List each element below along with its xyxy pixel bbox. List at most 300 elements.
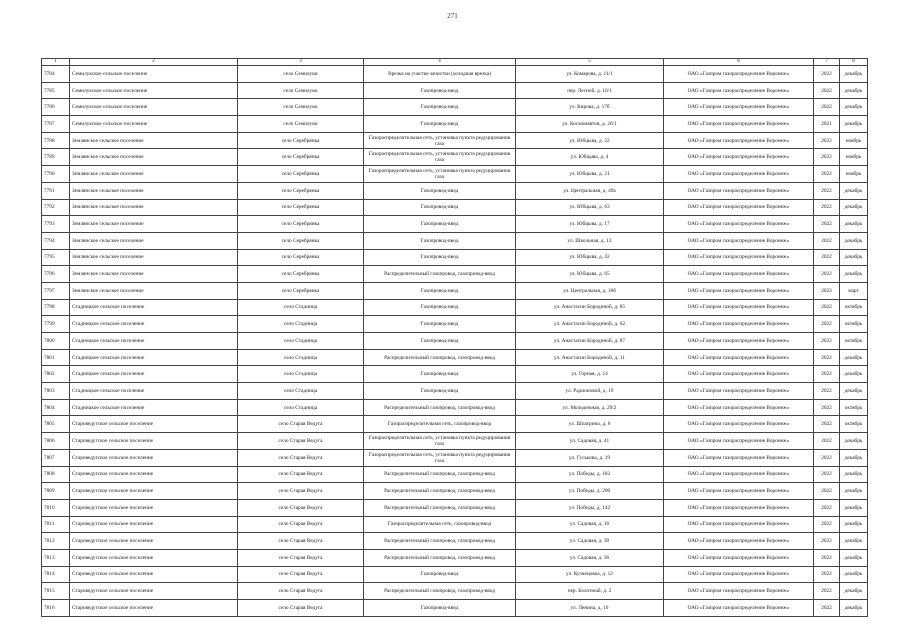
village-cell: село Серебрянка xyxy=(238,232,364,249)
object-cell: Газопровод-ввод xyxy=(364,600,516,617)
table-row xyxy=(42,232,868,249)
organization-cell: ОАО «Газпром газораспределение Воронеж» xyxy=(664,349,814,366)
object-cell: Распределительный газопровод, газопровод-ввод xyxy=(364,549,516,566)
address-cell: ул. Космонавтов, д. 26/1 xyxy=(516,116,664,133)
village-cell: село Серебрянка xyxy=(238,149,364,166)
row-number: 7797 xyxy=(42,282,70,299)
table-row xyxy=(42,399,868,416)
table-row xyxy=(42,349,868,366)
month-cell: ноябрь xyxy=(840,166,868,183)
table-row xyxy=(42,66,868,83)
settlement-cell: Землянское сельское поселение xyxy=(70,199,238,216)
organization-cell: ОАО «Газпром газораспределение Воронеж» xyxy=(664,66,814,83)
year-cell: 2022 xyxy=(814,433,840,450)
row-number: 7802 xyxy=(42,366,70,383)
month-cell: ноябрь xyxy=(840,132,868,149)
row-number: 7808 xyxy=(42,466,70,483)
organization-cell: ОАО «Газпром газораспределение Воронеж» xyxy=(664,449,814,466)
col-header: 6 xyxy=(664,59,814,66)
col-header: 5 xyxy=(516,59,664,66)
table-row xyxy=(42,199,868,216)
address-cell: ул. Анастасии Бородиной, д. 87 xyxy=(516,333,664,350)
village-cell: село Стадница xyxy=(238,299,364,316)
year-cell: 2022 xyxy=(814,366,840,383)
settlement-cell: Землянское сельское поселение xyxy=(70,132,238,149)
month-cell: декабрь xyxy=(840,249,868,266)
year-cell: 2022 xyxy=(814,566,840,583)
object-cell: Газопровод-ввод xyxy=(364,199,516,216)
village-cell: село Стадница xyxy=(238,316,364,333)
settlement-cell: Староведугское сельское поселение xyxy=(70,516,238,533)
year-cell: 2022 xyxy=(814,199,840,216)
address-cell: ул. Победы, д. 200 xyxy=(516,483,664,500)
settlement-cell: Землянское сельское поселение xyxy=(70,282,238,299)
year-cell: 2022 xyxy=(814,333,840,350)
organization-cell: ОАО «Газпром газораспределение Воронеж» xyxy=(664,182,814,199)
object-cell: Газораспределительная сеть, установка пункта редуцирования газа xyxy=(364,166,516,183)
village-cell: село Серебрянка xyxy=(238,199,364,216)
year-cell: 2022 xyxy=(814,499,840,516)
year-cell: 2022 xyxy=(814,533,840,550)
object-cell: Газораспределительная сеть, установка пункта редуцирования газа xyxy=(364,132,516,149)
address-cell: ул. Центральная, д. 18б xyxy=(516,282,664,299)
settlement-cell: Землянское сельское поселение xyxy=(70,266,238,283)
month-cell: декабрь xyxy=(840,182,868,199)
object-cell: Газопровод-ввод xyxy=(364,566,516,583)
table-row xyxy=(42,483,868,500)
settlement-cell: Стадницкое сельское поселение xyxy=(70,399,238,416)
address-cell: ул. Горная, д. 14 xyxy=(516,366,664,383)
row-number: 7799 xyxy=(42,316,70,333)
address-cell: ул. Гуськова, д. 19 xyxy=(516,449,664,466)
settlement-cell: Стадницкое сельское поселение xyxy=(70,383,238,400)
table-row xyxy=(42,516,868,533)
settlement-cell: Стадницкое сельское поселение xyxy=(70,299,238,316)
month-cell: декабрь xyxy=(840,549,868,566)
month-cell: декабрь xyxy=(840,466,868,483)
object-cell: Газораспределительная сеть, установка пункта редуцирования газа xyxy=(364,149,516,166)
object-cell: Распределительный газопровод, газопровод-ввод xyxy=(364,499,516,516)
address-cell: ул. Анастасии Бородиной, д. 11 xyxy=(516,349,664,366)
row-number: 7785 xyxy=(42,82,70,99)
month-cell: октябрь xyxy=(840,416,868,433)
settlement-cell: Семилукское сельское поселение xyxy=(70,66,238,83)
month-cell: декабрь xyxy=(840,82,868,99)
object-cell: Газопровод-ввод xyxy=(364,216,516,233)
village-cell: село Старая Ведуга xyxy=(238,566,364,583)
year-cell: 2022 xyxy=(814,216,840,233)
year-cell: 2022 xyxy=(814,266,840,283)
village-cell: село Серебрянка xyxy=(238,249,364,266)
settlement-cell: Землянское сельское поселение xyxy=(70,232,238,249)
col-header: 7 xyxy=(814,59,840,66)
organization-cell: ОАО «Газпром газораспределение Воронеж» xyxy=(664,416,814,433)
month-cell: декабрь xyxy=(840,99,868,116)
village-cell: село Стадница xyxy=(238,399,364,416)
object-cell: Газопровод-ввод xyxy=(364,366,516,383)
gasification-table xyxy=(41,58,868,617)
year-cell: 2022 xyxy=(814,416,840,433)
month-cell: декабрь xyxy=(840,533,868,550)
object-cell: Газораспределительная сеть, газопровод-ввод xyxy=(364,416,516,433)
month-cell: декабрь xyxy=(840,216,868,233)
village-cell: село Серебрянка xyxy=(238,166,364,183)
settlement-cell: Староведугское сельское поселение xyxy=(70,600,238,617)
settlement-cell: Староведугское сельское поселение xyxy=(70,449,238,466)
organization-cell: ОАО «Газпром газораспределение Воронеж» xyxy=(664,433,814,450)
table-row xyxy=(42,282,868,299)
row-number: 7813 xyxy=(42,549,70,566)
settlement-cell: Староведугское сельское поселение xyxy=(70,549,238,566)
organization-cell: ОАО «Газпром газораспределение Воронеж» xyxy=(664,199,814,216)
village-cell: село Старая Ведуга xyxy=(238,416,364,433)
month-cell: декабрь xyxy=(840,433,868,450)
village-cell: село Старая Ведуга xyxy=(238,483,364,500)
settlement-cell: Стадницкое сельское поселение xyxy=(70,366,238,383)
address-cell: ул. Анастасии Бородиной, д. 62 xyxy=(516,316,664,333)
row-number: 7801 xyxy=(42,349,70,366)
object-cell: Газопровод-ввод xyxy=(364,299,516,316)
organization-cell: ОАО «Газпром газораспределение Воронеж» xyxy=(664,483,814,500)
object-cell: Газопровод-ввод xyxy=(364,116,516,133)
month-cell: декабрь xyxy=(840,66,868,83)
village-cell: село Серебрянка xyxy=(238,282,364,299)
object-cell: Газораспределительная сеть, установка пункта редуцирования газа xyxy=(364,433,516,450)
col-header: 3 xyxy=(238,59,364,66)
month-cell: декабрь xyxy=(840,600,868,617)
settlement-cell: Староведугское сельское поселение xyxy=(70,533,238,550)
settlement-cell: Староведугское сельское поселение xyxy=(70,466,238,483)
table-row xyxy=(42,549,868,566)
month-cell: декабрь xyxy=(840,366,868,383)
month-cell: ноябрь xyxy=(840,149,868,166)
year-cell: 2022 xyxy=(814,249,840,266)
row-number: 7800 xyxy=(42,333,70,350)
settlement-cell: Стадницкое сельское поселение xyxy=(70,349,238,366)
organization-cell: ОАО «Газпром газораспределение Воронеж» xyxy=(664,383,814,400)
table-row xyxy=(42,182,868,199)
month-cell: декабрь xyxy=(840,449,868,466)
object-cell: Распределительный газопровод, газопровод-ввод xyxy=(364,533,516,550)
village-cell: село Серебрянка xyxy=(238,132,364,149)
year-cell: 2022 xyxy=(814,383,840,400)
village-cell: село Серебрянка xyxy=(238,182,364,199)
year-cell: 2022 xyxy=(814,449,840,466)
address-cell: ул. Шпагрина, д. 6 xyxy=(516,416,664,433)
row-number: 7784 xyxy=(42,66,70,83)
address-cell: ул. Садовая, д. 16 xyxy=(516,516,664,533)
object-cell: Газопровод-ввод xyxy=(364,383,516,400)
col-header: 8 xyxy=(840,59,868,66)
address-cell: ул. Ленина, д. 10 xyxy=(516,600,664,617)
organization-cell: ОАО «Газпром газораспределение Воронеж» xyxy=(664,216,814,233)
address-cell: ул. Садовая, д. 41 xyxy=(516,433,664,450)
row-number: 7787 xyxy=(42,116,70,133)
table-row xyxy=(42,433,868,450)
year-cell: 2022 xyxy=(814,66,840,83)
address-cell: ул. Комарова, д. 11/1 xyxy=(516,66,664,83)
organization-cell: ОАО «Газпром газораспределение Воронеж» xyxy=(664,316,814,333)
address-cell: пер. Лесной, д. 10/1 xyxy=(516,82,664,99)
month-cell: декабрь xyxy=(840,383,868,400)
village-cell: село Старая Ведуга xyxy=(238,600,364,617)
village-cell: село Семилуки xyxy=(238,99,364,116)
address-cell: ул. Юбцыва, д. 4 xyxy=(516,149,664,166)
col-header: 1 xyxy=(42,59,70,66)
row-number: 7798 xyxy=(42,299,70,316)
page-number: 271 xyxy=(447,12,458,20)
organization-cell: ОАО «Газпром газораспределение Воронеж» xyxy=(664,600,814,617)
organization-cell: ОАО «Газпром газораспределение Воронеж» xyxy=(664,516,814,533)
year-cell: 2022 xyxy=(814,99,840,116)
row-number: 7792 xyxy=(42,199,70,216)
row-number: 7807 xyxy=(42,449,70,466)
row-number: 7793 xyxy=(42,216,70,233)
table-row xyxy=(42,449,868,466)
month-cell: декабрь xyxy=(840,349,868,366)
organization-cell: ОАО «Газпром газораспределение Воронеж» xyxy=(664,116,814,133)
row-number: 7803 xyxy=(42,383,70,400)
row-number: 7788 xyxy=(42,132,70,149)
address-cell: ул. Юбцыва, д. 63 xyxy=(516,199,664,216)
year-cell: 2022 xyxy=(814,232,840,249)
table-row xyxy=(42,333,868,350)
table-row xyxy=(42,99,868,116)
object-cell: Врезка на участке зачистки (холодная врезка) xyxy=(364,66,516,83)
address-cell: ул. Садовая, д. 30 xyxy=(516,533,664,550)
object-cell: Распределительный газопровод, газопровод-ввод xyxy=(364,466,516,483)
settlement-cell: Землянское сельское поселение xyxy=(70,166,238,183)
village-cell: село Старая Ведуга xyxy=(238,499,364,516)
organization-cell: ОАО «Газпром газораспределение Воронеж» xyxy=(664,266,814,283)
table-row xyxy=(42,166,868,183)
village-cell: село Семилуки xyxy=(238,66,364,83)
organization-cell: ОАО «Газпром газораспределение Воронеж» xyxy=(664,132,814,149)
row-number: 7814 xyxy=(42,566,70,583)
settlement-cell: Староведугское сельское поселение xyxy=(70,583,238,600)
table-row xyxy=(42,533,868,550)
month-cell: октябрь xyxy=(840,333,868,350)
object-cell: Распределительный газопровод, газопровод-ввод xyxy=(364,399,516,416)
settlement-cell: Землянское сельское поселение xyxy=(70,249,238,266)
object-cell: Газораспределительная сеть, установка пункта редуцирования газа xyxy=(364,449,516,466)
month-cell: октябрь xyxy=(840,316,868,333)
village-cell: село Старая Ведуга xyxy=(238,533,364,550)
table-row xyxy=(42,600,868,617)
month-cell: октябрь xyxy=(840,399,868,416)
table-row xyxy=(42,366,868,383)
village-cell: село Стадница xyxy=(238,349,364,366)
table-row xyxy=(42,499,868,516)
row-number: 7796 xyxy=(42,266,70,283)
organization-cell: ОАО «Газпром газораспределение Воронеж» xyxy=(664,282,814,299)
table-row xyxy=(42,566,868,583)
address-cell: ул. Победы, д. 142 xyxy=(516,499,664,516)
month-cell: октябрь xyxy=(840,299,868,316)
settlement-cell: Землянское сельское поселение xyxy=(70,149,238,166)
organization-cell: ОАО «Газпром газораспределение Воронеж» xyxy=(664,149,814,166)
organization-cell: ОАО «Газпром газораспределение Воронеж» xyxy=(664,466,814,483)
year-cell: 2022 xyxy=(814,549,840,566)
object-cell: Распределительный газопровод, газопровод-ввод xyxy=(364,583,516,600)
village-cell: село Серебрянка xyxy=(238,216,364,233)
address-cell: ул. Анастасии Бородиной, д. 85 xyxy=(516,299,664,316)
table-row xyxy=(42,149,868,166)
address-cell: ул. Юбцыва, д. 17 xyxy=(516,216,664,233)
row-number: 7815 xyxy=(42,583,70,600)
row-number: 7795 xyxy=(42,249,70,266)
settlement-cell: Староведугское сельское поселение xyxy=(70,416,238,433)
row-number: 7809 xyxy=(42,483,70,500)
village-cell: село Семилуки xyxy=(238,116,364,133)
year-cell: 2022 xyxy=(814,583,840,600)
settlement-cell: Семилукское сельское поселение xyxy=(70,116,238,133)
col-header: 2 xyxy=(70,59,238,66)
table-row xyxy=(42,116,868,133)
organization-cell: ОАО «Газпром газораспределение Воронеж» xyxy=(664,333,814,350)
organization-cell: ОАО «Газпром газораспределение Воронеж» xyxy=(664,366,814,383)
organization-cell: ОАО «Газпром газораспределение Воронеж» xyxy=(664,99,814,116)
year-cell: 2022 xyxy=(814,483,840,500)
year-cell: 2022 xyxy=(814,182,840,199)
object-cell: Распределительный газопровод, газопровод-ввод xyxy=(364,266,516,283)
row-number: 7810 xyxy=(42,499,70,516)
table-row xyxy=(42,466,868,483)
address-cell: ул. Кирова, д. 17б xyxy=(516,99,664,116)
organization-cell: ОАО «Газпром газораспределение Воронеж» xyxy=(664,166,814,183)
object-cell: Газопровод-ввод xyxy=(364,282,516,299)
village-cell: село Серебрянка xyxy=(238,266,364,283)
year-cell: 2022 xyxy=(814,149,840,166)
organization-cell: ОАО «Газпром газораспределение Воронеж» xyxy=(664,82,814,99)
column-number-row xyxy=(42,59,868,66)
object-cell: Газопровод-ввод xyxy=(364,232,516,249)
row-number: 7804 xyxy=(42,399,70,416)
row-number: 7812 xyxy=(42,533,70,550)
year-cell: 2022 xyxy=(814,466,840,483)
settlement-cell: Староведугское сельское поселение xyxy=(70,566,238,583)
table-row xyxy=(42,299,868,316)
object-cell: Газопровод-ввод xyxy=(364,333,516,350)
settlement-cell: Староведугское сельское поселение xyxy=(70,483,238,500)
object-cell: Газопровод-ввод xyxy=(364,182,516,199)
settlement-cell: Стадницкое сельское поселение xyxy=(70,316,238,333)
settlement-cell: Староведугское сельское поселение xyxy=(70,499,238,516)
month-cell: декабрь xyxy=(840,199,868,216)
organization-cell: ОАО «Газпром газораспределение Воронеж» xyxy=(664,399,814,416)
month-cell: декабрь xyxy=(840,566,868,583)
year-cell: 2023 xyxy=(814,282,840,299)
year-cell: 2022 xyxy=(814,349,840,366)
table-row xyxy=(42,266,868,283)
organization-cell: ОАО «Газпром газораспределение Воронеж» xyxy=(664,549,814,566)
settlement-cell: Староведугское сельское поселение xyxy=(70,433,238,450)
village-cell: село Старая Ведуга xyxy=(238,433,364,450)
settlement-cell: Семилукское сельское поселение xyxy=(70,99,238,116)
month-cell: декабрь xyxy=(840,232,868,249)
village-cell: село Старая Ведуга xyxy=(238,466,364,483)
year-cell: 2022 xyxy=(814,399,840,416)
organization-cell: ОАО «Газпром газораспределение Воронеж» xyxy=(664,232,814,249)
object-cell: Газораспределительная сеть, газопровод-ввод xyxy=(364,516,516,533)
month-cell: март xyxy=(840,282,868,299)
month-cell: декабрь xyxy=(840,116,868,133)
year-cell: 2022 xyxy=(814,316,840,333)
address-cell: ул. Юбцыва, д. 21 xyxy=(516,166,664,183)
month-cell: декабрь xyxy=(840,516,868,533)
object-cell: Распределительный газопровод, газопровод-ввод xyxy=(364,349,516,366)
row-number: 7805 xyxy=(42,416,70,433)
year-cell: 2021 xyxy=(814,116,840,133)
row-number: 7790 xyxy=(42,166,70,183)
address-cell: ул. Молодежная, д. 29/2 xyxy=(516,399,664,416)
settlement-cell: Землянское сельское поселение xyxy=(70,216,238,233)
address-cell: ул. Победы, д. 182 xyxy=(516,466,664,483)
month-cell: декабрь xyxy=(840,583,868,600)
row-number: 7816 xyxy=(42,600,70,617)
row-number: 7806 xyxy=(42,433,70,450)
table-row xyxy=(42,132,868,149)
row-number: 7789 xyxy=(42,149,70,166)
row-number: 7786 xyxy=(42,99,70,116)
table-row xyxy=(42,316,868,333)
address-cell: ул. Юбцыва, д. 22 xyxy=(516,132,664,149)
table-row xyxy=(42,383,868,400)
table-row xyxy=(42,249,868,266)
object-cell: Газопровод-ввод xyxy=(364,249,516,266)
village-cell: село Старая Ведуга xyxy=(238,583,364,600)
year-cell: 2022 xyxy=(814,82,840,99)
village-cell: село Стадница xyxy=(238,333,364,350)
address-cell: ул. Юбцыва, д. 32 xyxy=(516,249,664,266)
year-cell: 2022 xyxy=(814,132,840,149)
table-row xyxy=(42,82,868,99)
address-cell: ул. Юбцыва, д. 65 xyxy=(516,266,664,283)
address-cell: ул. Центральная, д. 49а xyxy=(516,182,664,199)
organization-cell: ОАО «Газпром газораспределение Воронеж» xyxy=(664,533,814,550)
address-cell: ул. Кузнецовка, д. 12 xyxy=(516,566,664,583)
village-cell: село Семилуки xyxy=(238,82,364,99)
organization-cell: ОАО «Газпром газораспределение Воронеж» xyxy=(664,499,814,516)
month-cell: декабрь xyxy=(840,499,868,516)
organization-cell: ОАО «Газпром газораспределение Воронеж» xyxy=(664,249,814,266)
object-cell: Газопровод-ввод xyxy=(364,82,516,99)
village-cell: село Старая Ведуга xyxy=(238,549,364,566)
address-cell: пер. Болотный, д. 2 xyxy=(516,583,664,600)
row-number: 7791 xyxy=(42,182,70,199)
settlement-cell: Семилукское сельское поселение xyxy=(70,82,238,99)
row-number: 7811 xyxy=(42,516,70,533)
table-row xyxy=(42,216,868,233)
address-cell: ул. Школьная, д. 13 xyxy=(516,232,664,249)
village-cell: село Старая Ведуга xyxy=(238,449,364,466)
settlement-cell: Землянское сельское поселение xyxy=(70,182,238,199)
organization-cell: ОАО «Газпром газораспределение Воронеж» xyxy=(664,299,814,316)
village-cell: село Стадница xyxy=(238,383,364,400)
year-cell: 2022 xyxy=(814,166,840,183)
col-header: 4 xyxy=(364,59,516,66)
village-cell: село Стадница xyxy=(238,366,364,383)
month-cell: декабрь xyxy=(840,483,868,500)
object-cell: Газопровод-ввод xyxy=(364,316,516,333)
settlement-cell: Стадницкое сельское поселение xyxy=(70,333,238,350)
address-cell: ул. Радионовой, д. 19 xyxy=(516,383,664,400)
object-cell: Распределительный газопровод, газопровод-ввод xyxy=(364,483,516,500)
year-cell: 2022 xyxy=(814,600,840,617)
year-cell: 2022 xyxy=(814,299,840,316)
object-cell: Газопровод-ввод xyxy=(364,99,516,116)
month-cell: декабрь xyxy=(840,266,868,283)
